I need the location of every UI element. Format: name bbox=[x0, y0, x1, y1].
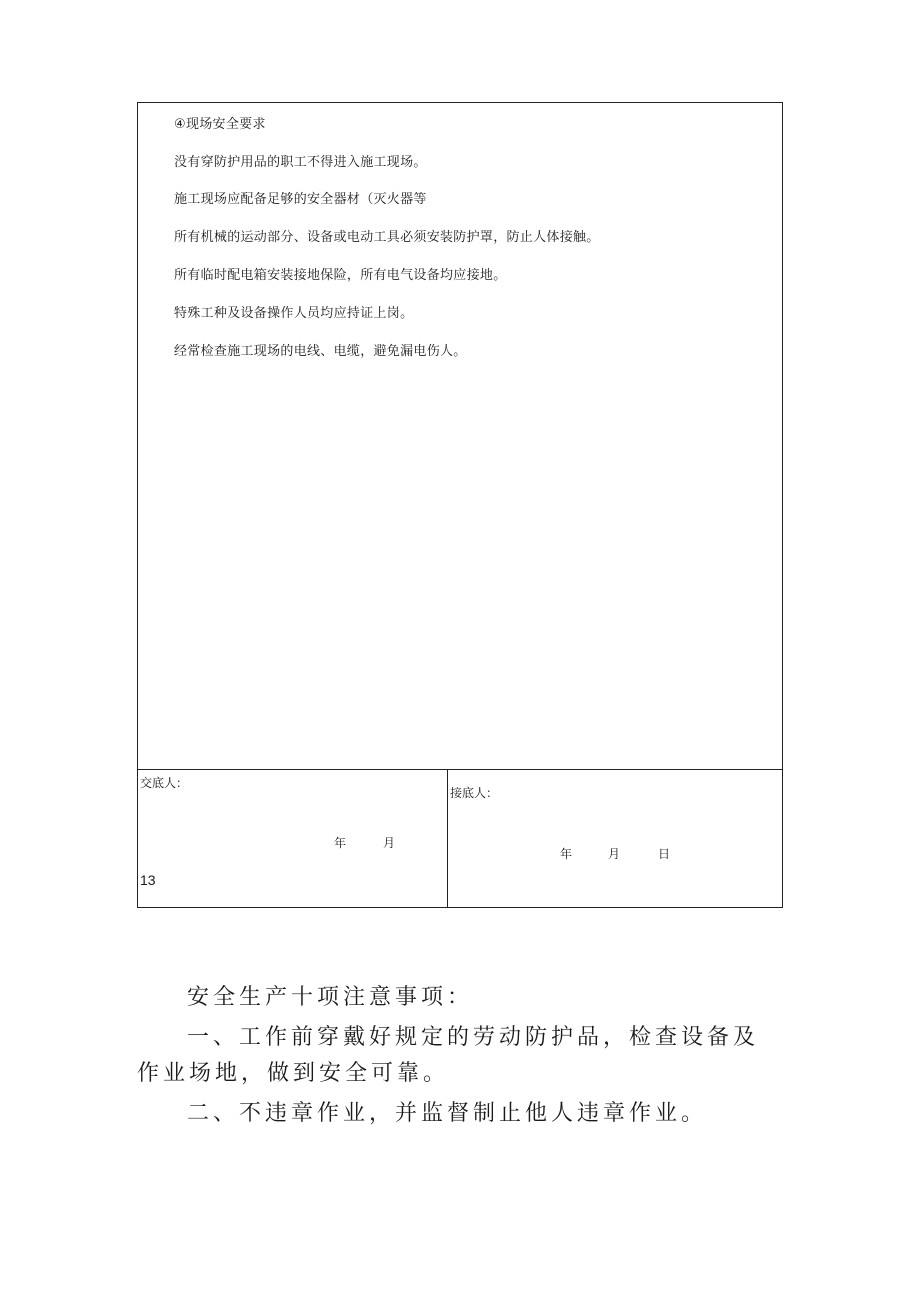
requirements-cell bbox=[138, 103, 782, 770]
disclosure-form-table bbox=[137, 102, 783, 908]
requirement-line: 特殊工种及设备操作人员均应持证上岗。 bbox=[174, 306, 414, 321]
handover-month: 月 bbox=[383, 836, 396, 850]
requirement-line: 施工现场应配备足够的安全器材（灭火器等 bbox=[174, 192, 427, 207]
receiver-day: 日 bbox=[658, 847, 671, 861]
safety-notes bbox=[137, 980, 783, 1132]
page-number: 13 bbox=[140, 872, 156, 888]
requirement-line: 经常检查施工现场的电线、电缆，避免漏电伤人。 bbox=[174, 344, 467, 359]
receiver-month: 月 bbox=[608, 847, 621, 861]
requirement-line: 所有临时配电箱安装接地保险，所有电气设备均应接地。 bbox=[174, 268, 507, 283]
notes-heading: 安全生产十项注意事项： bbox=[187, 985, 474, 1010]
handover-signature-cell bbox=[138, 770, 448, 907]
handover-label: 交底人： bbox=[140, 776, 189, 790]
receiver-signature-cell bbox=[448, 770, 782, 907]
notes-item: 一、工作前穿戴好规定的劳动防护品，检查设备及作业场地，做到安全可靠。 bbox=[137, 1025, 760, 1086]
receiver-label: 接底人： bbox=[450, 786, 499, 800]
requirement-line: 所有机械的运动部分、设备或电动工具必须安装防护罩，防止人体接触。 bbox=[174, 230, 600, 245]
receiver-year: 年 bbox=[560, 847, 573, 861]
handover-year: 年 bbox=[334, 836, 347, 850]
requirement-line: ④现场安全要求 bbox=[174, 117, 266, 132]
notes-item: 二、不违章作业，并监督制止他人违章作业。 bbox=[187, 1101, 708, 1126]
requirement-line: 没有穿防护用品的职工不得进入施工现场。 bbox=[174, 155, 427, 170]
